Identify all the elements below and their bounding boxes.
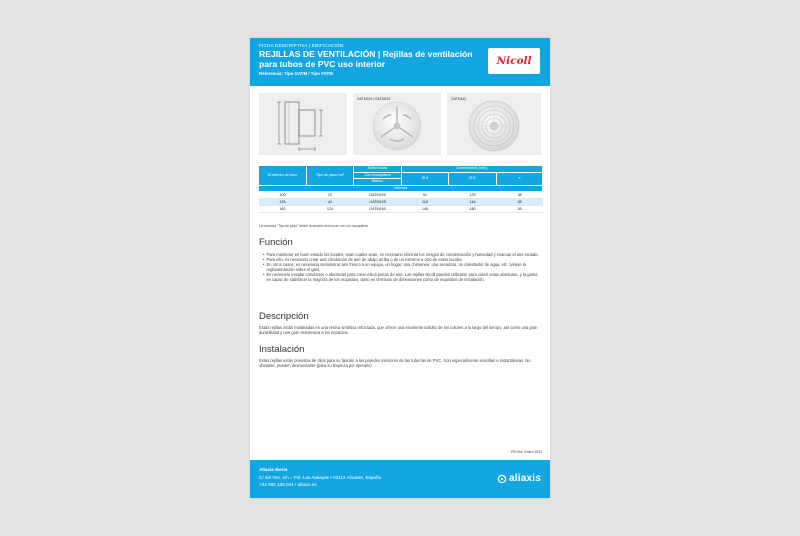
table-cell: 125 — [449, 191, 497, 198]
document-title: REJILLAS DE VENTILACIÓN | Rejillas de ventilación para tubos de PVC uso interior — [259, 49, 473, 69]
table-cell: 38 — [497, 191, 543, 198]
footer-banner — [250, 460, 550, 498]
table-cell: 160 — [259, 205, 307, 212]
aliaxis-logo-icon — [497, 474, 507, 484]
col-header-mosquitera: Con mosquitera — [354, 172, 402, 179]
funcion-bullet: • Para ello, es necesario crear una circulación de aire de abajo arriba o de un extremo a otro de estos locales. — [263, 257, 541, 262]
col-header-e: e — [497, 172, 543, 185]
technical-drawing-image — [259, 93, 347, 155]
product-photo-panel-2 — [447, 93, 541, 155]
table-note: La columna "Tipo de paso" define la sección teórica en cm² sin mosquitera. — [259, 224, 369, 228]
table-cell: 38 — [497, 205, 543, 212]
table-row — [259, 198, 543, 205]
instalacion-body: Estas rejillas están provistas de clips para su fijación a las paredes interiores de las tuberías de PVC. Son especialmente sencillas e instantáneas. No obstante, pueden desmontarse (para su limpieza por ejemplo). — [259, 358, 531, 369]
document-reference: Referencia: Tipo GATM / Tipo FATM — [259, 71, 333, 76]
document-date: FECHA: Enero 2024 — [511, 450, 542, 454]
table-cell: 144 — [449, 198, 497, 205]
table-cell: GATM125 — [354, 198, 402, 205]
col-header-blanco: Blanco — [354, 179, 402, 186]
table-cell: 42 — [307, 198, 354, 205]
table-row — [259, 205, 543, 212]
document-page — [250, 38, 550, 498]
footer-company: Aliaxis Iberia — [259, 467, 288, 472]
nicoll-logo-text: Nicoll — [496, 55, 532, 67]
table-cell: GATM160 — [354, 205, 402, 212]
aliaxis-logo-text: aliaxis — [509, 473, 541, 484]
document-category: FICHA DESCRIPTIVA | EDIFICACIÓN — [259, 43, 344, 48]
table-cell: 146 — [402, 205, 449, 212]
grille-y-photo — [353, 93, 441, 155]
col-header-d: Ø d — [402, 172, 449, 185]
grille-round-photo — [447, 93, 541, 155]
table-cell: 180 — [449, 205, 497, 212]
table-cell: 38 — [497, 198, 543, 205]
product-photo-panel-1 — [353, 93, 441, 155]
table-cell: 100 — [259, 191, 307, 198]
col-header-D: Ø D — [449, 172, 497, 185]
header-banner — [250, 38, 550, 86]
table-section-internas: Internas — [259, 185, 543, 191]
funcion-bullet: • Es necesario instalar conductos o aberturas para crear estos pasos de aire. Las rejillas Nicoll pueden utilizarse para cubrir estas aberturas, y la gama es capaz de satisfacer la mayoría de los requisitos, tanto en términos de dimensiones como de requisitos de instalación. — [263, 272, 541, 282]
col-header-paso: Tipo de paso cm² — [307, 166, 354, 186]
col-header-dimensiones: Dimensiones (mm) — [402, 166, 543, 173]
col-header-referencias: Referencias — [354, 166, 402, 173]
section-heading-funcion: Función — [259, 237, 293, 248]
technical-drawing-panel — [259, 93, 347, 155]
funcion-body — [259, 252, 541, 283]
col-header-diameter: Ø exterior de tubo — [259, 166, 307, 186]
dimensions-table — [258, 165, 543, 213]
aliaxis-logo — [497, 473, 541, 484]
nicoll-logo — [488, 48, 540, 74]
table-cell: 110 — [402, 198, 449, 205]
funcion-bullet: • En otros casos, es necesario suministrar aire fresco a un equipo, un hogar, una chimenea, una secadora, un calentador de agua, etc. (véase la reglamentación sobre el gas). — [263, 262, 541, 272]
table-cell: 23 — [307, 191, 354, 198]
table-cell: 125 — [259, 198, 307, 205]
descripcion-body: Estas rejillas están moldeadas en una resina sintética reforzada, que ofrece una excelente solidez de los colores a lo largo del tiempo, así como una gran durabilidad y una gran resistencia a los impactos. — [259, 325, 538, 336]
section-heading-descripcion: Descripción — [259, 311, 309, 322]
footer-address: C/ del Yen, s/n – Pol. Las Atalayas • 03114 Alicante, España — [259, 475, 382, 480]
table-cell: GATM100 — [354, 191, 402, 198]
funcion-bullet: • Para mantener en buen estado los locales, sean cuales sean, es necesario eliminar los riesgos de condensación y humedad y evacuar el aire viciado. — [263, 252, 541, 257]
section-heading-instalacion: Instalación — [259, 344, 305, 355]
table-cell: 124 — [307, 205, 354, 212]
product-photo-label-1: GATM100 / GATM125 — [357, 97, 391, 101]
product-photo-label-2: GATM160 — [451, 97, 467, 101]
table-row — [259, 191, 543, 198]
table-cell: 91 — [402, 191, 449, 198]
footer-contact: +34 965 109 044 • aliaxis.es — [259, 482, 317, 487]
